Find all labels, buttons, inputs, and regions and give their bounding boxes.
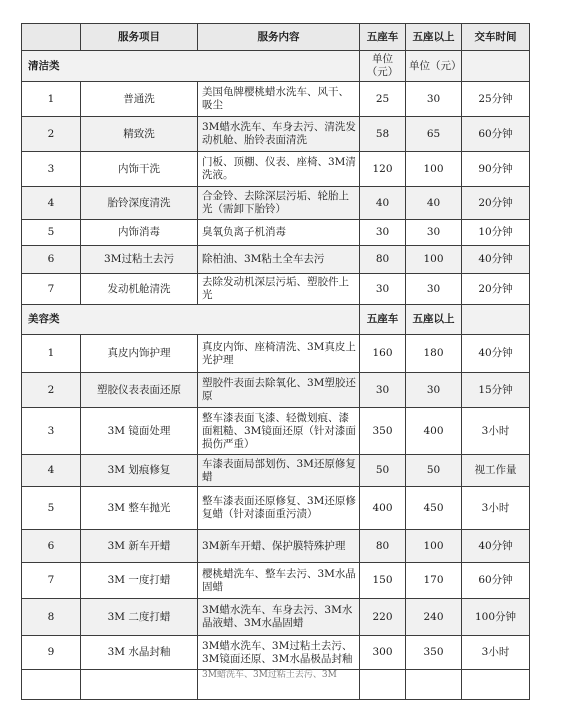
service-content: 美国龟牌樱桃蜡水洗车、风干、吸尘 bbox=[198, 82, 360, 117]
price-five-seat: 30 bbox=[360, 220, 406, 246]
service-content: 3M新车开蜡、保护膜特殊护理 bbox=[198, 530, 360, 563]
row-number: 2 bbox=[22, 373, 81, 408]
unit-five-plus-seat: 单位（元） bbox=[406, 51, 462, 82]
price-five-plus-seat: 400 bbox=[406, 408, 462, 455]
price-five-seat: 300 bbox=[360, 636, 406, 670]
delivery-time: 10分钟 bbox=[462, 220, 530, 246]
service-content: 3M蜡水洗车、车身去污、3M水晶液蜡、3M水晶固蜡 bbox=[198, 599, 360, 636]
service-content: 除柏油、3M粘土全车去污 bbox=[198, 246, 360, 274]
delivery-time: 40分钟 bbox=[462, 335, 530, 373]
service-price-table bbox=[21, 23, 530, 700]
price-five-plus-seat: 30 bbox=[406, 82, 462, 117]
delivery-time: 20分钟 bbox=[462, 274, 530, 305]
row-number: 8 bbox=[22, 599, 81, 636]
section-row-beauty bbox=[22, 305, 530, 335]
header-service-item: 服务项目 bbox=[81, 24, 198, 51]
service-item: 3M 镜面处理 bbox=[81, 408, 198, 455]
price-five-seat: 400 bbox=[360, 487, 406, 530]
row-number: 6 bbox=[22, 246, 81, 274]
table-row bbox=[22, 487, 530, 530]
delivery-time: 3小时 bbox=[462, 636, 530, 670]
service-content: 臭氧负离子机消毒 bbox=[198, 220, 360, 246]
delivery-time: 25分钟 bbox=[462, 82, 530, 117]
price-five-seat: 30 bbox=[360, 274, 406, 305]
delivery-time: 100分钟 bbox=[462, 599, 530, 636]
service-item: 普通洗 bbox=[81, 82, 198, 117]
service-content: 车漆表面局部划伤、3M还原修复蜡 bbox=[198, 455, 360, 487]
service-item: 塑胶仪表表面还原 bbox=[81, 373, 198, 408]
price-five-plus-seat: 30 bbox=[406, 373, 462, 408]
service-content: 3M蜡水洗车、3M过粘土去污、3M镜面还原、3M水晶极品封釉 bbox=[198, 636, 360, 670]
price-five-seat: 80 bbox=[360, 530, 406, 563]
table-row bbox=[22, 563, 530, 599]
header-five-plus-seat: 五座以上 bbox=[406, 24, 462, 51]
header-index bbox=[22, 24, 81, 51]
table-row bbox=[22, 599, 530, 636]
price-five-plus-seat: 30 bbox=[406, 220, 462, 246]
price-five-plus-seat: 170 bbox=[406, 563, 462, 599]
price-five-plus-seat: 350 bbox=[406, 636, 462, 670]
header-service-content: 服务内容 bbox=[198, 24, 360, 51]
service-content: 3M蜡水洗车、车身去污、清洗发动机舱、胎铃表面清洗 bbox=[198, 117, 360, 152]
row-number: 4 bbox=[22, 187, 81, 220]
price-five-plus-seat: 100 bbox=[406, 152, 462, 187]
service-item: 精致洗 bbox=[81, 117, 198, 152]
price-five-seat: 150 bbox=[360, 563, 406, 599]
table-row bbox=[22, 246, 530, 274]
table-row bbox=[22, 82, 530, 117]
row-number: 7 bbox=[22, 563, 81, 599]
price-five-plus-seat: 50 bbox=[406, 455, 462, 487]
row-number: 1 bbox=[22, 335, 81, 373]
service-item: 发动机舱清洗 bbox=[81, 274, 198, 305]
price-five-plus-seat: 40 bbox=[406, 187, 462, 220]
price-five-plus-seat: 100 bbox=[406, 246, 462, 274]
service-item: 3M 划痕修复 bbox=[81, 455, 198, 487]
delivery-time: 视工作量 bbox=[462, 455, 530, 487]
price-five-plus-seat: 450 bbox=[406, 487, 462, 530]
category-beauty: 美容类 bbox=[22, 305, 360, 335]
service-item: 内饰干洗 bbox=[81, 152, 198, 187]
row-number: 5 bbox=[22, 220, 81, 246]
service-content: 门板、顶棚、仪表、座椅、3M清洗液。 bbox=[198, 152, 360, 187]
row-number: 6 bbox=[22, 530, 81, 563]
price-five-seat: 25 bbox=[360, 82, 406, 117]
price-five-plus-seat: 30 bbox=[406, 274, 462, 305]
row-number: 4 bbox=[22, 455, 81, 487]
service-item: 3M 整车抛光 bbox=[81, 487, 198, 530]
service-item: 3M过粘土去污 bbox=[81, 246, 198, 274]
service-item: 3M 水晶封釉 bbox=[81, 636, 198, 670]
price-five-seat: 350 bbox=[360, 408, 406, 455]
price-five-seat: 50 bbox=[360, 455, 406, 487]
price-five-seat: 30 bbox=[360, 373, 406, 408]
service-content: 去除发动机深层污垢、塑胶件上光 bbox=[198, 274, 360, 305]
beauty-header-five-seat: 五座车 bbox=[360, 305, 406, 335]
table-row bbox=[22, 220, 530, 246]
service-content: 整车漆表面还原修复、3M还原修复蜡（针对漆面重污渍） bbox=[198, 487, 360, 530]
table-row bbox=[22, 335, 530, 373]
delivery-time: 60分钟 bbox=[462, 117, 530, 152]
row-number: 3 bbox=[22, 152, 81, 187]
service-content: 塑胶件表面去除氧化、3M塑胶还原 bbox=[198, 373, 360, 408]
row-number: 9 bbox=[22, 636, 81, 670]
row-number: 7 bbox=[22, 274, 81, 305]
price-five-seat: 80 bbox=[360, 246, 406, 274]
partial-row-content: 3M蜡洗车、3M过粘土去污、3M bbox=[198, 670, 360, 700]
price-five-plus-seat: 180 bbox=[406, 335, 462, 373]
table-row bbox=[22, 636, 530, 670]
partial-row bbox=[22, 670, 530, 700]
service-item: 内饰消毒 bbox=[81, 220, 198, 246]
beauty-header-five-plus-seat: 五座以上 bbox=[406, 305, 462, 335]
table-row bbox=[22, 455, 530, 487]
price-five-seat: 220 bbox=[360, 599, 406, 636]
delivery-time: 60分钟 bbox=[462, 563, 530, 599]
table-row bbox=[22, 408, 530, 455]
table-row bbox=[22, 530, 530, 563]
header-row bbox=[22, 24, 530, 51]
delivery-time: 20分钟 bbox=[462, 187, 530, 220]
service-item: 3M 新车开蜡 bbox=[81, 530, 198, 563]
service-content: 合金铃、去除深层污垢、轮胎上光（需卸下胎铃） bbox=[198, 187, 360, 220]
section-row-cleaning bbox=[22, 51, 530, 82]
price-five-seat: 58 bbox=[360, 117, 406, 152]
header-delivery-time: 交车时间 bbox=[462, 24, 530, 51]
service-item: 胎铃深度清洗 bbox=[81, 187, 198, 220]
delivery-time: 40分钟 bbox=[462, 530, 530, 563]
table-row bbox=[22, 152, 530, 187]
row-number: 5 bbox=[22, 487, 81, 530]
table-row bbox=[22, 274, 530, 305]
unit-five-seat: 单位（元） bbox=[360, 51, 406, 82]
table-row bbox=[22, 373, 530, 408]
delivery-time: 3小时 bbox=[462, 487, 530, 530]
service-item: 3M 二度打蜡 bbox=[81, 599, 198, 636]
price-five-seat: 40 bbox=[360, 187, 406, 220]
row-number: 2 bbox=[22, 117, 81, 152]
price-five-seat: 120 bbox=[360, 152, 406, 187]
delivery-time: 90分钟 bbox=[462, 152, 530, 187]
price-five-plus-seat: 240 bbox=[406, 599, 462, 636]
delivery-time: 3小时 bbox=[462, 408, 530, 455]
header-five-seat: 五座车 bbox=[360, 24, 406, 51]
table-row bbox=[22, 187, 530, 220]
price-five-plus-seat: 100 bbox=[406, 530, 462, 563]
delivery-time: 15分钟 bbox=[462, 373, 530, 408]
service-content: 樱桃蜡洗车、整车去污、3M水晶固蜡 bbox=[198, 563, 360, 599]
table-row bbox=[22, 117, 530, 152]
service-content: 真皮内饰、座椅清洗、3M真皮上光护理 bbox=[198, 335, 360, 373]
service-content: 整车漆表面飞漆、轻微划痕、漆面粗糙、3M镜面还原（针对漆面损伤严重） bbox=[198, 408, 360, 455]
price-five-seat: 160 bbox=[360, 335, 406, 373]
service-item: 3M 一度打蜡 bbox=[81, 563, 198, 599]
price-five-plus-seat: 65 bbox=[406, 117, 462, 152]
price-list-sheet bbox=[21, 23, 529, 680]
service-item: 真皮内饰护理 bbox=[81, 335, 198, 373]
row-number: 1 bbox=[22, 82, 81, 117]
delivery-time: 40分钟 bbox=[462, 246, 530, 274]
category-cleaning: 清洁类 bbox=[22, 51, 360, 82]
row-number: 3 bbox=[22, 408, 81, 455]
